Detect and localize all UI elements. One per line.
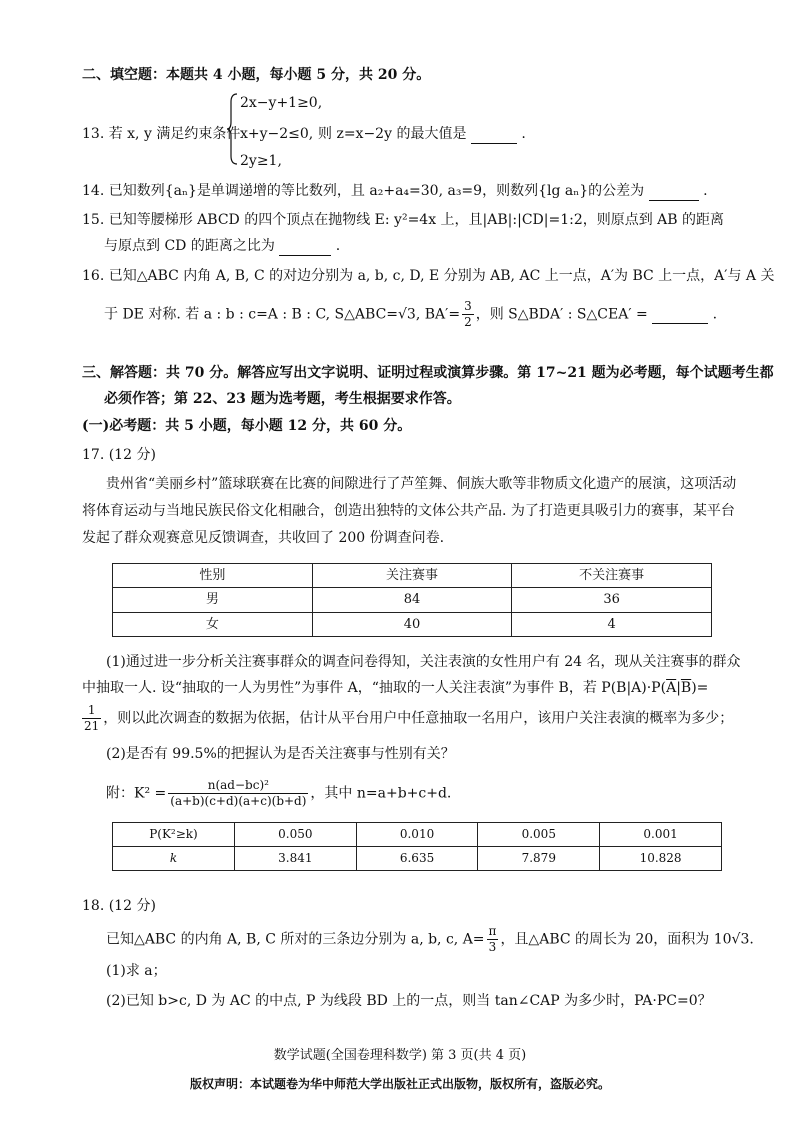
q18-part1: (1)求 a； xyxy=(106,963,167,979)
q15-end: . xyxy=(335,238,341,254)
section3-line3: (一)必考题：共 5 小题，每小题 12 分，共 60 分。 xyxy=(82,418,412,434)
k-table xyxy=(112,822,722,871)
q18-stem-b: ，且△ABC 的周长为 20，面积为 10√3. xyxy=(500,931,754,948)
table-cell: 女 xyxy=(113,613,313,637)
q15-line1: 15. 已知等腰梯形 ABCD 的四个顶点在抛物线 E: y²=4x 上，且|AB|:|CD|=1:2，则原点到 AB 的距离 xyxy=(82,212,725,228)
q17-part1-bbar: $\overline{B}$ xyxy=(680,680,692,696)
section2-heading: 二、填空题：本题共 4 小题，每小题 5 分，共 20 分。 xyxy=(82,67,431,83)
copyright-notice: 版权声明：本试题卷为华中师范大学出版社正式出版物，版权所有，盗版必究。 xyxy=(189,1077,610,1091)
q17-para1: 贵州省“美丽乡村”篮球联赛在比赛的间隙进行了芦笙舞、侗族大歌等非物质文化遗产的展演，这项活动 xyxy=(106,476,737,492)
q18-fraction xyxy=(487,924,499,955)
table-cell: 84 xyxy=(312,588,512,613)
formula-den: (a+b)(c+d)(a+c)(b+d) xyxy=(170,794,307,808)
table-cell: 10.828 xyxy=(600,847,722,871)
q17-number: 17. (12 分) xyxy=(82,447,156,463)
q17-frac-den: 21 xyxy=(84,719,100,733)
q17-part1-fraction xyxy=(82,703,101,734)
formula-suffix: ，其中 n=a+b+c+d. xyxy=(310,785,452,802)
q14-end: . xyxy=(703,183,708,199)
q15-line2 xyxy=(104,238,340,256)
q13-answer-blank xyxy=(471,126,517,144)
q17-part1-l3: ，则以此次调查的数据为依据，估计从平台用户中任意抽取一名用户，该用户关注表演的概率为多少； xyxy=(103,710,734,727)
q14-answer-blank xyxy=(649,183,699,201)
q18-frac-den: 3 xyxy=(488,940,497,954)
q16-line2b: ，则 S△BDA′ : S△CEA′ = xyxy=(475,306,648,323)
brace-icon xyxy=(226,92,238,166)
q13-tail xyxy=(318,126,526,144)
survey-header-gender: 性别 xyxy=(113,564,313,588)
q13-cond2: x+y−2≤0, xyxy=(240,126,314,142)
q17-part1-l2e: )= xyxy=(691,680,709,696)
table-row xyxy=(113,847,722,871)
page-footer: 数学试题(全国卷理科数学) 第 3 页(共 4 页) xyxy=(273,1048,527,1063)
table-cell: k xyxy=(113,847,235,871)
q17-para2: 将体育运动与当地民族民俗文化相融合，创造出独特的文体公共产品. 为了打造更具吸引力的赛事，某平台 xyxy=(82,503,735,519)
q16-end: . xyxy=(712,306,718,323)
q17-part1-line2 xyxy=(82,680,708,697)
table-cell: 6.635 xyxy=(356,847,478,871)
q17-part1-l2c: | xyxy=(676,680,681,696)
q15-line2-text: 与原点到 CD 的距离之比为 xyxy=(104,238,275,254)
survey-header-follow: 关注赛事 xyxy=(312,564,512,588)
q18-frac-num: π xyxy=(488,924,497,938)
table-row xyxy=(113,613,712,637)
survey-header-notfollow: 不关注赛事 xyxy=(512,564,712,588)
q16-line1: 16. 已知△ABC 内角 A, B, C 的对边分别为 a, b, c, D, E 分别为 AB, AC 上一点，A′为 BC 上一点，A′与 A 关 xyxy=(82,268,775,284)
q17-part1-l2a: 中抽取一人. 设“抽取的一人为男性”为事件 A，“抽取的一人关注表演”为事件 B，若 P(B|A)·P( xyxy=(82,680,667,696)
q17-part2: (2)是否有 99.5%的把握认为是否关注赛事与性别有关？ xyxy=(106,746,455,762)
q14 xyxy=(82,183,708,201)
table-cell: 0.005 xyxy=(478,823,600,847)
q16-answer-blank xyxy=(652,307,708,325)
formula-num: n(ad−bc)² xyxy=(168,778,308,794)
q18-stem xyxy=(106,924,754,955)
table-cell: 0.010 xyxy=(356,823,478,847)
q18-number: 18. (12 分) xyxy=(82,898,156,914)
table-cell: 3.841 xyxy=(234,847,356,871)
q16-line2 xyxy=(104,299,717,330)
table-cell: 男 xyxy=(113,588,313,613)
q14-text: 14. 已知数列{aₙ}是单调递增的等比数列，且 a₂+a₄=30, a₃=9，则数列{lg aₙ}的公差为 xyxy=(82,183,645,199)
q13-stem: 13. 若 x, y 满足约束条件 xyxy=(82,126,241,142)
section3-line1: 三、解答题：共 70 分。解答应写出文字说明、证明过程或演算步骤。第 17~21 题为必考题，每个试题考生都 xyxy=(82,365,774,381)
q18-part2: (2)已知 b>c, D 为 AC 的中点, P 为线段 BD 上的一点，则当 tan∠CAP 为多少时，PA·PC=0？ xyxy=(106,993,712,1009)
survey-table-header xyxy=(113,564,712,588)
table-cell: 0.050 xyxy=(234,823,356,847)
q16-frac-den: 2 xyxy=(464,315,472,329)
q13-end: . xyxy=(521,126,526,142)
q16-frac-num: 3 xyxy=(464,299,472,313)
table-cell: 7.879 xyxy=(478,847,600,871)
q17-part1-line1: (1)通过进一步分析关注赛事群众的调查问卷得知，关注表演的女性用户有 24 名，现从关注赛事的群众 xyxy=(106,654,741,670)
table-row xyxy=(113,823,722,847)
table-cell: 4 xyxy=(512,613,712,637)
table-cell: 0.001 xyxy=(600,823,722,847)
table-row xyxy=(113,588,712,613)
q17-part1-line3 xyxy=(80,703,733,734)
q17-frac-num: 1 xyxy=(82,703,101,719)
q16-line2a: 于 DE 对称. 若 a : b : c=A : B : C, S△ABC=√3, BA′= xyxy=(104,306,461,323)
q13-tail-text: 则 z=x−2y 的最大值是 xyxy=(318,126,467,142)
table-cell: 40 xyxy=(312,613,512,637)
q13-cond3: 2y≥1, xyxy=(240,153,282,169)
q18-stem-a: 已知△ABC 的内角 A, B, C 所对的三条边分别为 a, b, c, A= xyxy=(106,931,485,948)
q17-formula xyxy=(106,778,451,809)
formula-fraction xyxy=(168,778,308,809)
section3-line2: 必须作答；第 22、23 题为选考题，考生根据要求作答。 xyxy=(104,391,461,407)
table-cell: 36 xyxy=(512,588,712,613)
q15-answer-blank xyxy=(279,238,331,256)
q17-part1-abar: $\overline{A}$ xyxy=(666,680,677,696)
formula-prefix: 附：K² = xyxy=(106,785,167,802)
table-cell: P(K²≥k) xyxy=(113,823,235,847)
q13-cond1: 2x−y+1≥0, xyxy=(240,95,323,111)
q17-para3: 发起了群众观赛意见反馈调查，共收回了 200 份调查问卷. xyxy=(82,530,445,546)
q16-fraction xyxy=(462,299,474,330)
survey-table xyxy=(112,563,712,637)
